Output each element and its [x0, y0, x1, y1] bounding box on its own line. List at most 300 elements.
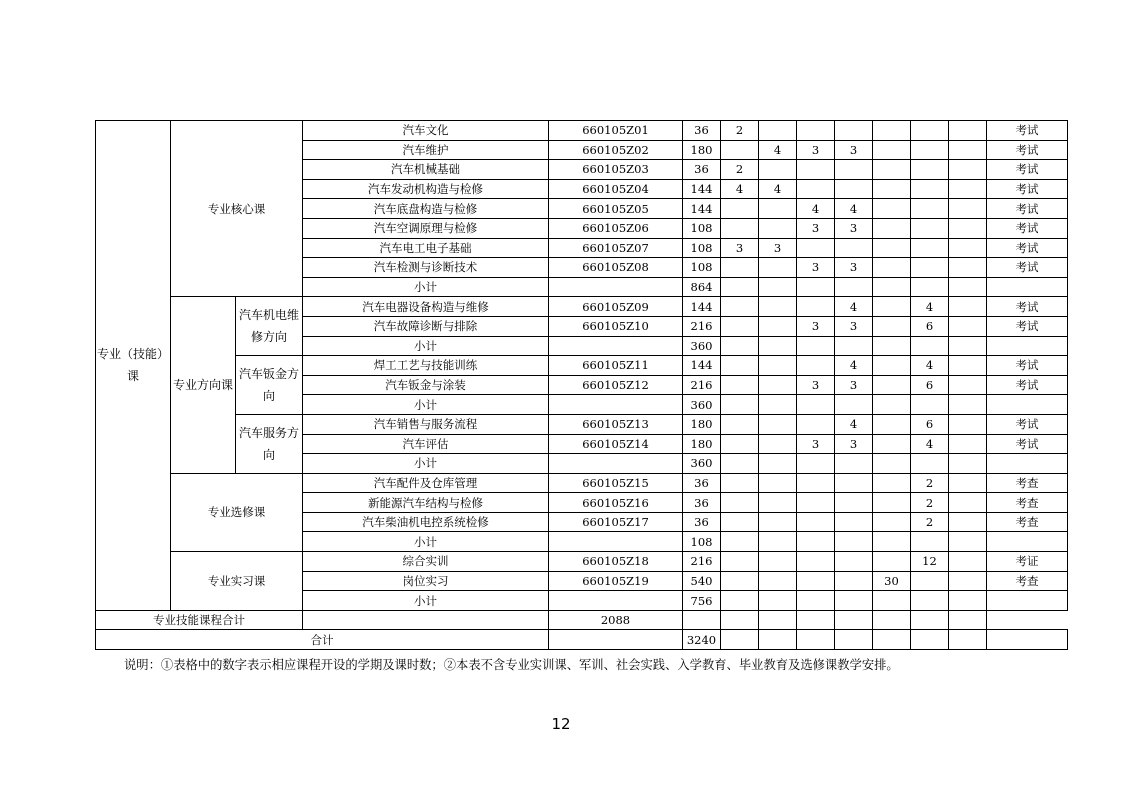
empty-cell	[949, 277, 987, 297]
semester-4-cell	[835, 277, 873, 297]
semester-2-cell	[759, 532, 797, 552]
course-name: 汽车销售与服务流程	[303, 414, 549, 434]
assessment-method	[987, 591, 1068, 611]
course-code	[549, 591, 683, 611]
course-code: 660105Z15	[549, 473, 683, 493]
course-code: 660105Z11	[549, 356, 683, 376]
semester-2-cell	[759, 356, 797, 376]
empty-cell	[949, 199, 987, 219]
semester-6-cell	[911, 591, 949, 611]
assessment-method: 考试	[987, 218, 1068, 238]
direction-sheet-metal: 汽车钣金方向	[236, 356, 303, 415]
semester-3-cell	[797, 395, 835, 415]
course-name: 小计	[303, 532, 549, 552]
semester-3-cell	[797, 454, 835, 474]
assessment-method: 考试	[987, 140, 1068, 160]
semester-6-cell: 2	[911, 493, 949, 513]
semester-5-cell: 30	[873, 571, 911, 591]
semester-3-cell: 3	[797, 375, 835, 395]
empty-cell	[949, 552, 987, 572]
course-name: 小计	[303, 336, 549, 356]
empty-cell	[949, 160, 987, 180]
course-hours: 144	[683, 199, 721, 219]
semester-2-cell: 4	[759, 140, 797, 160]
semester-1-cell	[721, 414, 759, 434]
semester-3-cell	[797, 571, 835, 591]
semester-2-cell	[759, 297, 797, 317]
semester-5-cell	[873, 316, 911, 336]
course-name: 汽车配件及仓库管理	[303, 473, 549, 493]
empty-cell	[949, 473, 987, 493]
course-hours: 360	[683, 454, 721, 474]
semester-3-cell: 3	[797, 316, 835, 336]
semester-4-cell: 4	[835, 297, 873, 317]
semester-3-cell	[797, 179, 835, 199]
grand-total-hours: 3240	[683, 630, 721, 650]
semester-4-cell: 4	[835, 199, 873, 219]
semester-6-cell	[911, 160, 949, 180]
course-code: 660105Z03	[549, 160, 683, 180]
semester-4-cell	[835, 532, 873, 552]
semester-5-cell	[873, 493, 911, 513]
empty-cell	[949, 532, 987, 552]
course-hours: 36	[683, 493, 721, 513]
semester-5-cell	[873, 277, 911, 297]
semester-1-cell	[721, 434, 759, 454]
semester-4-cell	[835, 179, 873, 199]
course-name: 汽车评估	[303, 434, 549, 454]
course-name: 小计	[303, 591, 549, 611]
course-name: 小计	[303, 454, 549, 474]
assessment-method	[987, 277, 1068, 297]
semester-3-cell: 4	[797, 199, 835, 219]
semester-6-cell	[911, 238, 949, 258]
semester-6-cell	[911, 571, 949, 591]
course-code	[549, 336, 683, 356]
semester-4-cell: 3	[835, 375, 873, 395]
semester-6-cell: 12	[911, 552, 949, 572]
empty-cell	[949, 591, 987, 611]
semester-5-cell	[873, 121, 911, 141]
course-hours: 36	[683, 512, 721, 532]
course-hours: 144	[683, 179, 721, 199]
semester-5-cell	[873, 473, 911, 493]
semester-2-cell	[759, 414, 797, 434]
semester-6-cell	[911, 218, 949, 238]
group-elective-courses: 专业选修课	[171, 473, 303, 551]
assessment-method: 考试	[987, 316, 1068, 336]
assessment-method: 考证	[987, 552, 1068, 572]
semester-6-cell: 6	[911, 414, 949, 434]
assessment-method: 考查	[987, 512, 1068, 532]
semester-1-cell: 2	[721, 160, 759, 180]
course-code: 660105Z02	[549, 140, 683, 160]
semester-1-cell	[721, 199, 759, 219]
semester-5-cell	[873, 258, 911, 278]
semester-5-cell	[873, 336, 911, 356]
course-name: 小计	[303, 395, 549, 415]
semester-3-cell	[797, 532, 835, 552]
semester-1-cell	[721, 552, 759, 572]
course-hours: 540	[683, 571, 721, 591]
empty-cell	[797, 630, 835, 650]
empty-cell	[949, 121, 987, 141]
semester-3-cell	[797, 356, 835, 376]
course-code: 660105Z16	[549, 493, 683, 513]
group-direction-courses: 专业方向课	[171, 297, 236, 473]
empty-cell	[949, 434, 987, 454]
semester-2-cell	[759, 493, 797, 513]
assessment-method	[987, 336, 1068, 356]
semester-3-cell: 3	[797, 218, 835, 238]
course-name: 汽车底盘构造与检修	[303, 199, 549, 219]
semester-6-cell: 4	[911, 434, 949, 454]
course-name: 汽车电工电子基础	[303, 238, 549, 258]
semester-4-cell	[835, 160, 873, 180]
course-hours: 180	[683, 434, 721, 454]
semester-4-cell: 3	[835, 434, 873, 454]
semester-5-cell	[873, 434, 911, 454]
empty-cell	[721, 610, 759, 630]
semester-3-cell: 3	[797, 434, 835, 454]
semester-4-cell	[835, 512, 873, 532]
course-name: 汽车维护	[303, 140, 549, 160]
semester-4-cell	[835, 238, 873, 258]
course-hours: 756	[683, 591, 721, 611]
semester-2-cell	[759, 473, 797, 493]
semester-2-cell	[759, 121, 797, 141]
semester-1-cell	[721, 532, 759, 552]
course-code	[549, 277, 683, 297]
course-table	[95, 120, 1068, 650]
semester-6-cell: 2	[911, 512, 949, 532]
assessment-method: 考试	[987, 414, 1068, 434]
empty-cell	[949, 571, 987, 591]
semester-4-cell: 3	[835, 316, 873, 336]
course-code: 660105Z01	[549, 121, 683, 141]
semester-1-cell	[721, 140, 759, 160]
course-hours: 108	[683, 532, 721, 552]
table-note: 说明：①表格中的数字表示相应课程开设的学期及课时数；②本表不含专业实训课、军训、社会实践、入学教育、毕业教育及选修课教学安排。	[124, 658, 899, 672]
semester-6-cell	[911, 199, 949, 219]
empty-cell	[303, 610, 549, 630]
empty-cell	[683, 610, 721, 630]
semester-5-cell	[873, 532, 911, 552]
semester-1-cell: 2	[721, 121, 759, 141]
assessment-method: 考试	[987, 297, 1068, 317]
course-code: 660105Z08	[549, 258, 683, 278]
semester-5-cell	[873, 218, 911, 238]
semester-5-cell	[873, 395, 911, 415]
semester-3-cell	[797, 238, 835, 258]
semester-1-cell	[721, 218, 759, 238]
empty-cell	[949, 356, 987, 376]
semester-2-cell	[759, 316, 797, 336]
course-code: 660105Z10	[549, 316, 683, 336]
assessment-method	[987, 395, 1068, 415]
course-code: 660105Z14	[549, 434, 683, 454]
semester-6-cell	[911, 336, 949, 356]
semester-5-cell	[873, 375, 911, 395]
course-code: 660105Z12	[549, 375, 683, 395]
course-hours: 108	[683, 218, 721, 238]
course-code: 660105Z09	[549, 297, 683, 317]
table-row	[96, 552, 1068, 572]
course-name: 汽车钣金与涂装	[303, 375, 549, 395]
assessment-method: 考试	[987, 434, 1068, 454]
semester-1-cell: 3	[721, 238, 759, 258]
semester-3-cell	[797, 336, 835, 356]
empty-cell	[835, 610, 873, 630]
semester-3-cell	[797, 493, 835, 513]
empty-cell	[949, 630, 987, 650]
semester-2-cell	[759, 336, 797, 356]
semester-5-cell	[873, 454, 911, 474]
semester-4-cell: 3	[835, 218, 873, 238]
semester-6-cell	[911, 532, 949, 552]
semester-4-cell: 3	[835, 258, 873, 278]
semester-5-cell	[873, 199, 911, 219]
semester-5-cell	[873, 238, 911, 258]
semester-4-cell: 4	[835, 356, 873, 376]
empty-cell	[949, 512, 987, 532]
course-name: 新能源汽车结构与检修	[303, 493, 549, 513]
semester-4-cell	[835, 591, 873, 611]
semester-1-cell	[721, 395, 759, 415]
empty-cell	[987, 630, 1068, 650]
course-hours: 108	[683, 258, 721, 278]
semester-1-cell	[721, 493, 759, 513]
semester-1-cell	[721, 258, 759, 278]
group-internship-courses: 专业实习课	[171, 552, 303, 611]
semester-2-cell	[759, 199, 797, 219]
course-code: 660105Z05	[549, 199, 683, 219]
semester-6-cell	[911, 140, 949, 160]
course-code: 660105Z07	[549, 238, 683, 258]
assessment-method	[987, 454, 1068, 474]
semester-6-cell: 4	[911, 297, 949, 317]
course-name: 小计	[303, 277, 549, 297]
course-hours: 216	[683, 316, 721, 336]
semester-1-cell	[721, 454, 759, 474]
semester-6-cell: 4	[911, 356, 949, 376]
semester-5-cell	[873, 160, 911, 180]
course-name: 汽车发动机构造与检修	[303, 179, 549, 199]
semester-4-cell: 3	[835, 140, 873, 160]
semester-3-cell	[797, 297, 835, 317]
semester-5-cell	[873, 140, 911, 160]
empty-cell	[949, 297, 987, 317]
assessment-method: 考试	[987, 356, 1068, 376]
course-name: 焊工工艺与技能训练	[303, 356, 549, 376]
assessment-method: 考试	[987, 160, 1068, 180]
semester-1-cell	[721, 336, 759, 356]
semester-6-cell: 6	[911, 316, 949, 336]
semester-5-cell	[873, 179, 911, 199]
course-hours: 144	[683, 297, 721, 317]
semester-2-cell	[759, 258, 797, 278]
semester-6-cell	[911, 277, 949, 297]
empty-cell	[721, 630, 759, 650]
assessment-method: 考试	[987, 375, 1068, 395]
semester-2-cell	[759, 375, 797, 395]
table-row	[96, 297, 1068, 317]
empty-cell	[911, 630, 949, 650]
semester-6-cell: 6	[911, 375, 949, 395]
empty-cell	[949, 375, 987, 395]
empty-cell	[873, 630, 911, 650]
semester-2-cell: 4	[759, 179, 797, 199]
semester-5-cell	[873, 414, 911, 434]
course-hours: 144	[683, 356, 721, 376]
semester-5-cell	[873, 356, 911, 376]
semester-3-cell	[797, 121, 835, 141]
course-name: 汽车检测与诊断技术	[303, 258, 549, 278]
semester-3-cell	[797, 277, 835, 297]
semester-4-cell	[835, 454, 873, 474]
course-name: 综合实训	[303, 552, 549, 572]
semester-6-cell	[911, 454, 949, 474]
course-hours: 36	[683, 160, 721, 180]
course-name: 汽车空调原理与检修	[303, 218, 549, 238]
assessment-method: 考查	[987, 473, 1068, 493]
assessment-method: 考试	[987, 238, 1068, 258]
semester-1-cell	[721, 356, 759, 376]
semester-1-cell	[721, 316, 759, 336]
semester-1-cell: 4	[721, 179, 759, 199]
assessment-method: 考试	[987, 258, 1068, 278]
group-major-course: 专业（技能）课	[96, 121, 171, 611]
semester-4-cell	[835, 121, 873, 141]
skill-total-label: 专业技能课程合计	[96, 610, 303, 630]
assessment-method: 考查	[987, 571, 1068, 591]
semester-4-cell	[835, 552, 873, 572]
course-name: 岗位实习	[303, 571, 549, 591]
semester-2-cell	[759, 160, 797, 180]
course-hours: 864	[683, 277, 721, 297]
semester-1-cell	[721, 375, 759, 395]
empty-cell	[949, 258, 987, 278]
course-hours: 216	[683, 375, 721, 395]
empty-cell	[949, 454, 987, 474]
semester-6-cell: 2	[911, 473, 949, 493]
semester-5-cell	[873, 591, 911, 611]
semester-6-cell	[911, 395, 949, 415]
semester-3-cell	[797, 552, 835, 572]
course-code: 660105Z17	[549, 512, 683, 532]
direction-service: 汽车服务方向	[236, 414, 303, 473]
semester-2-cell	[759, 512, 797, 532]
empty-cell	[549, 630, 683, 650]
semester-1-cell	[721, 591, 759, 611]
table-row	[96, 121, 1068, 141]
semester-5-cell	[873, 512, 911, 532]
course-code: 660105Z19	[549, 571, 683, 591]
semester-5-cell	[873, 552, 911, 572]
course-code	[549, 532, 683, 552]
semester-2-cell	[759, 454, 797, 474]
table-row	[96, 356, 1068, 376]
semester-4-cell	[835, 571, 873, 591]
semester-3-cell	[797, 473, 835, 493]
course-name: 汽车柴油机电控系统检修	[303, 512, 549, 532]
empty-cell	[759, 610, 797, 630]
semester-3-cell: 3	[797, 140, 835, 160]
empty-cell	[949, 493, 987, 513]
semester-1-cell	[721, 473, 759, 493]
semester-4-cell: 4	[835, 414, 873, 434]
semester-3-cell	[797, 512, 835, 532]
direction-mechatronic: 汽车机电维修方向	[236, 297, 303, 356]
course-hours: 360	[683, 336, 721, 356]
semester-3-cell	[797, 414, 835, 434]
semester-2-cell: 3	[759, 238, 797, 258]
skill-total-row	[96, 610, 1068, 630]
semester-2-cell	[759, 218, 797, 238]
semester-3-cell	[797, 591, 835, 611]
empty-cell	[873, 610, 911, 630]
course-code	[549, 454, 683, 474]
semester-2-cell	[759, 395, 797, 415]
semester-4-cell	[835, 395, 873, 415]
course-code: 660105Z04	[549, 179, 683, 199]
semester-1-cell	[721, 277, 759, 297]
semester-3-cell: 3	[797, 258, 835, 278]
course-hours: 180	[683, 140, 721, 160]
course-name: 汽车文化	[303, 121, 549, 141]
semester-3-cell	[797, 160, 835, 180]
semester-2-cell	[759, 434, 797, 454]
semester-2-cell	[759, 591, 797, 611]
empty-cell	[835, 630, 873, 650]
semester-1-cell	[721, 512, 759, 532]
course-name: 汽车机械基础	[303, 160, 549, 180]
semester-6-cell	[911, 121, 949, 141]
assessment-method: 考试	[987, 179, 1068, 199]
empty-cell	[949, 140, 987, 160]
empty-cell	[949, 610, 987, 630]
assessment-method: 考试	[987, 121, 1068, 141]
empty-cell	[949, 316, 987, 336]
course-name: 汽车电器设备构造与维修	[303, 297, 549, 317]
semester-6-cell	[911, 258, 949, 278]
semester-4-cell	[835, 473, 873, 493]
grand-total-row	[96, 630, 1068, 650]
empty-cell	[949, 336, 987, 356]
course-hours: 216	[683, 552, 721, 572]
table-row	[96, 414, 1068, 434]
empty-cell	[949, 414, 987, 434]
course-code	[549, 395, 683, 415]
group-core-courses: 专业核心课	[171, 121, 303, 297]
course-hours: 36	[683, 121, 721, 141]
skill-total-hours: 2088	[549, 610, 683, 630]
empty-cell	[797, 610, 835, 630]
course-hours: 360	[683, 395, 721, 415]
course-code: 660105Z18	[549, 552, 683, 572]
course-code: 660105Z13	[549, 414, 683, 434]
course-hours: 36	[683, 473, 721, 493]
empty-cell	[949, 395, 987, 415]
empty-cell	[911, 610, 949, 630]
semester-2-cell	[759, 571, 797, 591]
page-number: 12	[551, 715, 571, 733]
course-hours: 108	[683, 238, 721, 258]
course-name: 汽车故障诊断与排除	[303, 316, 549, 336]
semester-1-cell	[721, 571, 759, 591]
semester-4-cell	[835, 493, 873, 513]
semester-2-cell	[759, 552, 797, 572]
